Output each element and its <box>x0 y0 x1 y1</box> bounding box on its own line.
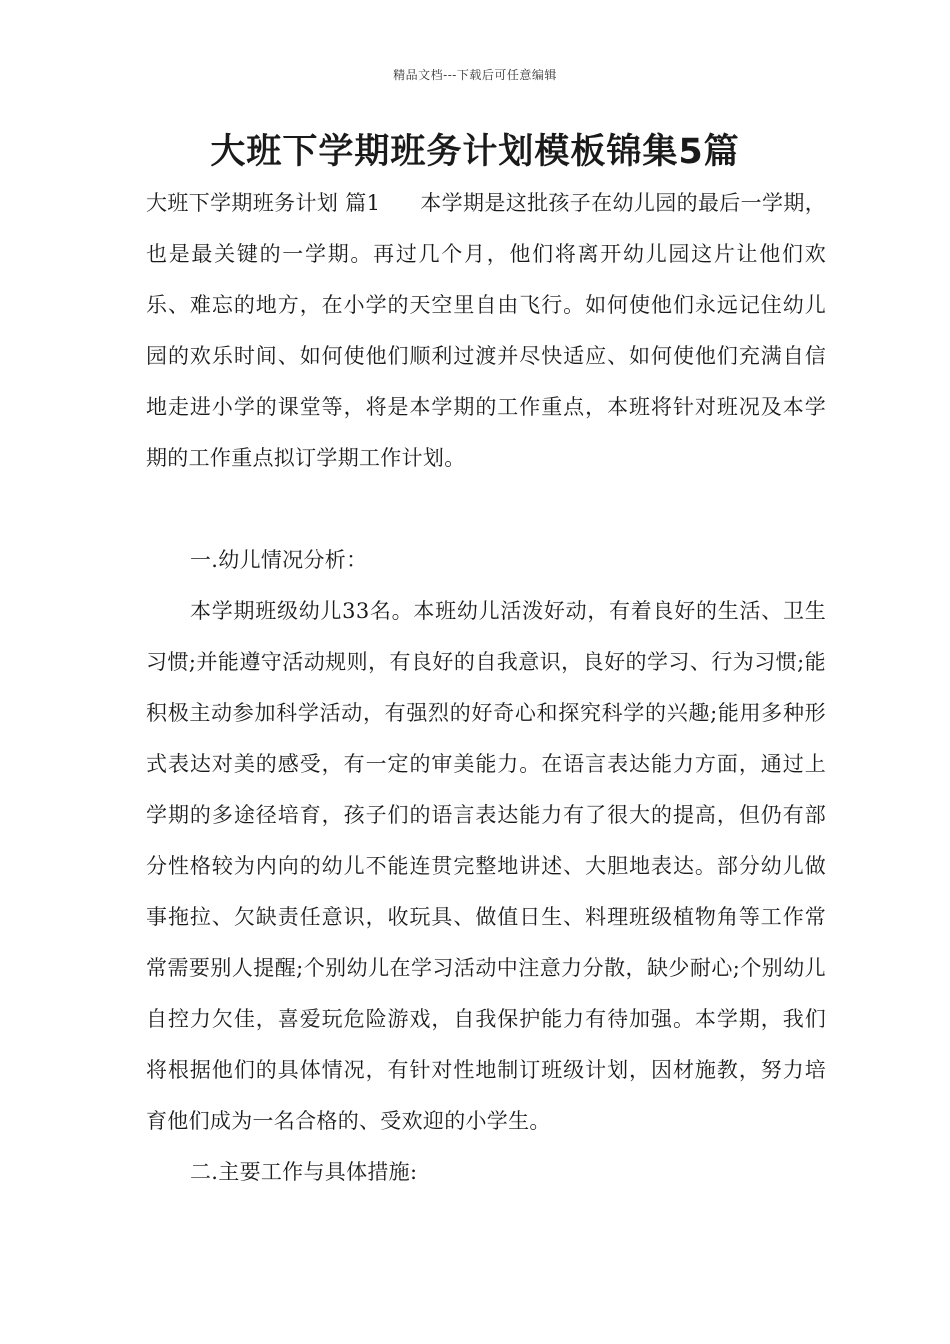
intro-text: 本学期是这批孩子在幼儿园的最后一学期，也是最关键的一学期。再过几个月，他们将离开幼儿园这片让他们欢乐、难忘的地方，在小学的天空里自由飞行。如何使他们永远记住幼儿园的欢乐时间、如何使他们顺利过渡并尽快适应、如何使他们充满自信地走进小学的课堂等，将是本学期的工作重点，本班将针对班况及本学期的工作重点拟订学期工作计划。 <box>146 191 826 470</box>
intro-label: 大班下学期班务计划 篇1 <box>146 191 381 215</box>
paragraph-spacer <box>146 484 826 535</box>
intro-paragraph <box>146 178 826 484</box>
document-title: 大班下学期班务计划模板锦集5篇 <box>210 132 740 172</box>
section2-heading: 二.主要工作与具体措施: <box>190 1160 418 1184</box>
document-body <box>146 178 826 1198</box>
header-note: 精品文档---下载后可任意编辑 <box>393 68 557 82</box>
section1-paragraph: 本学期班级幼儿33名。本班幼儿活泼好动，有着良好的生活、卫生习惯;并能遵守活动规则，有良好的自我意识，良好的学习、行为习惯;能积极主动参加科学活动，有强烈的好奇心和探究科学的兴趣;能用多种形式表达对美的感受，有一定的审美能力。在语言表达能力方面，通过上学期的多途径培育，孩子们的语言表达能力有了很大的提高，但仍有部分性格较为内向的幼儿不能连贯完整地讲述、大胆地表达。部分幼儿做事拖拉、欠缺责任意识，收玩具、做值日生、料理班级植物角等工作常常需要别人提醒;个别幼儿在学习活动中注意力分散，缺少耐心;个别幼儿自控力欠佳，喜爱玩危险游戏，自我保护能力有待加强。本学期，我们将根据他们的具体情况，有针对性地制订班级计划，因材施教，努力培育他们成为一名合格的、受欢迎的小学生。 <box>146 599 826 1133</box>
section1-heading: 一.幼儿情况分析： <box>190 548 368 572</box>
